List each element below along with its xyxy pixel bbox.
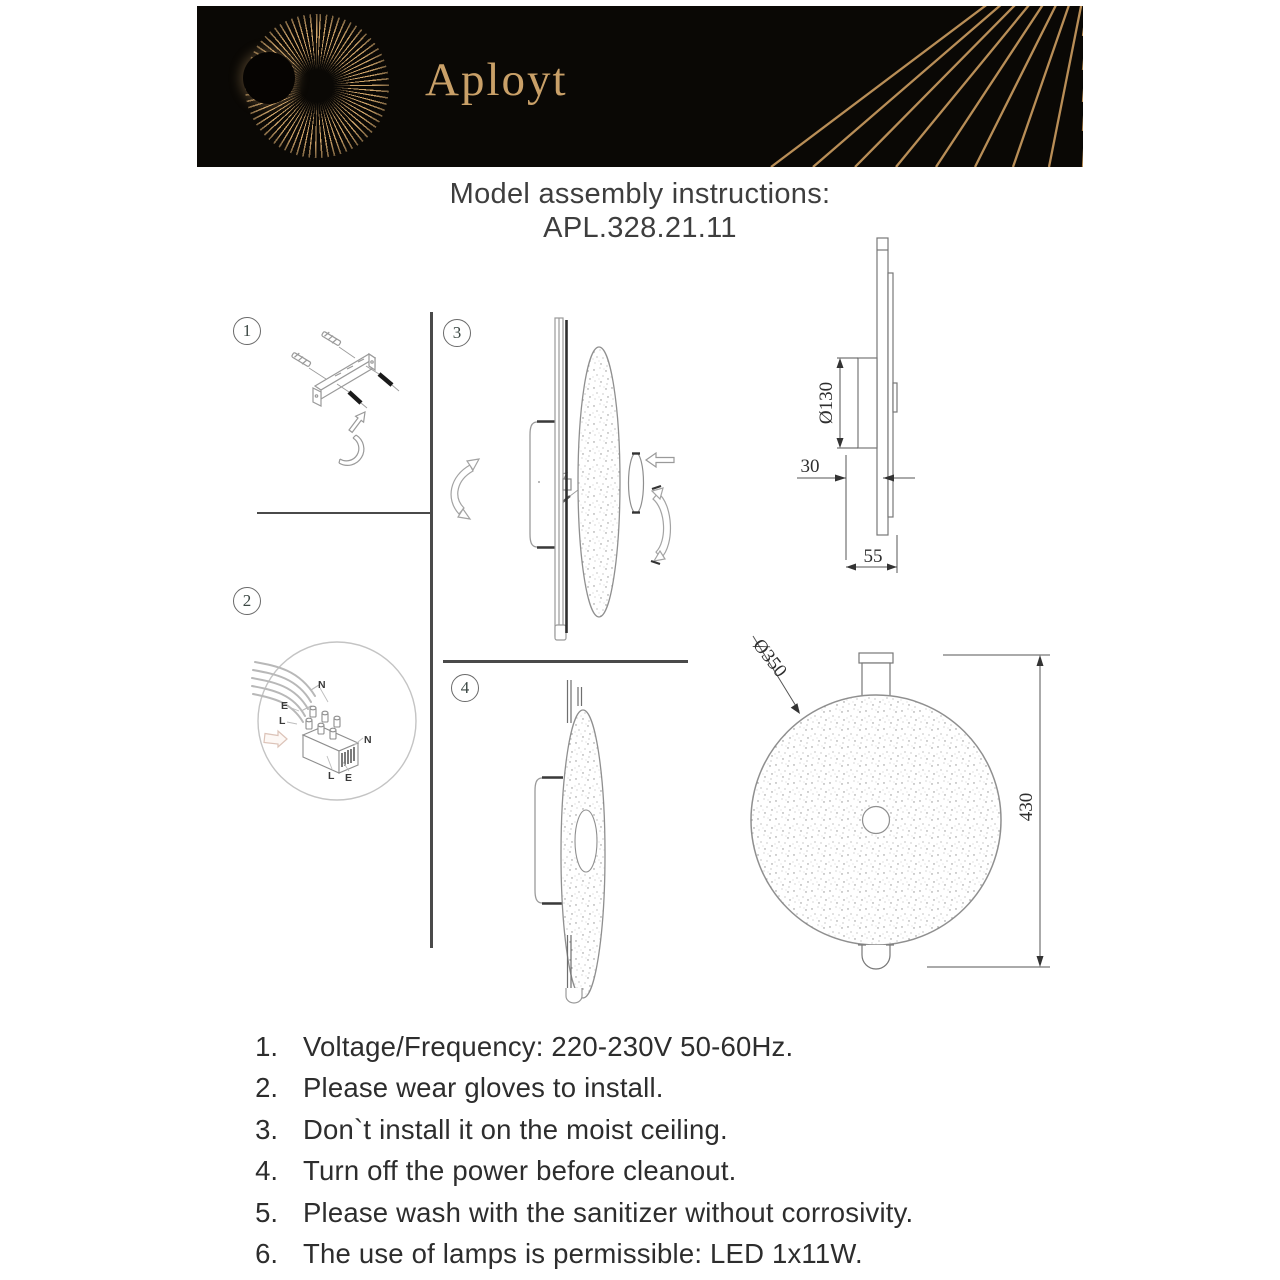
- step-1-bracket-drawing: [225, 300, 435, 530]
- wall-plate: [555, 318, 571, 640]
- list-item: [240, 1109, 1100, 1150]
- dim-label-30: 30: [800, 456, 820, 477]
- step-2-wiring-drawing: [225, 570, 435, 820]
- attach-arrow-icon: [646, 453, 674, 467]
- dim-label-430: 430: [1016, 792, 1037, 822]
- wire-label-n: N: [318, 679, 326, 691]
- item-number: 1.: [255, 1031, 278, 1062]
- bottom-foot: [566, 988, 582, 1003]
- step-3-assembly-drawing: [430, 295, 690, 655]
- brand-logo-text: Aployt: [425, 54, 568, 106]
- wall-anchor: [321, 331, 341, 346]
- lamp-canopy: [530, 422, 555, 547]
- gold-fan-decoration: [653, 6, 1083, 167]
- front-dimension-drawing: [720, 600, 1080, 1020]
- list-item: [240, 1150, 1100, 1191]
- step-2-badge: 2: [233, 587, 261, 615]
- rotate-arrow-icon: [651, 486, 670, 564]
- title-block: [0, 177, 1280, 245]
- hook-part: [339, 435, 364, 465]
- brand-banner: [197, 6, 1083, 167]
- list-item: [240, 1192, 1100, 1233]
- item-number: 6.: [255, 1238, 278, 1270]
- item-text: Please wear gloves to install.: [303, 1072, 664, 1104]
- wire-label-e: E: [281, 700, 289, 712]
- direction-arrow-icon: [349, 412, 365, 432]
- top-mount-stub: [859, 653, 893, 697]
- dim-label-55: 55: [863, 546, 883, 567]
- dim-mount-diameter: [837, 358, 859, 448]
- item-number: 4.: [255, 1155, 278, 1187]
- list-item: [240, 1067, 1100, 1108]
- item-number: 2.: [255, 1072, 278, 1104]
- wire-label-e2: E: [345, 772, 353, 784]
- step-4-assembled-drawing: [430, 650, 690, 1020]
- item-text: Please wash with the sanitizer without corrosivity.: [303, 1196, 914, 1228]
- disc-center-opening: [575, 810, 597, 872]
- list-item: [240, 1233, 1100, 1274]
- step-3-badge: 3: [443, 319, 471, 347]
- item-text: Voltage/Frequency: 220-230V 50-60Hz.: [303, 1031, 794, 1062]
- instruction-list: [240, 1026, 1100, 1274]
- list-item: [240, 1026, 1100, 1067]
- item-number: 3.: [255, 1113, 278, 1145]
- terminal-block: [303, 706, 358, 773]
- bottom-mount-stub: [858, 945, 894, 969]
- item-text: Don`t install it on the moist ceiling.: [303, 1113, 728, 1145]
- diffuser-ring: [629, 453, 644, 513]
- item-number: 5.: [255, 1196, 278, 1228]
- insert-arrow-icon: [264, 731, 287, 747]
- rotate-arrow-icon: [451, 459, 479, 519]
- step-4-badge: 4: [451, 674, 479, 702]
- starburst-core: [243, 52, 295, 104]
- wire-label-n2: N: [364, 734, 372, 746]
- dim-label-350: Ø350: [748, 635, 791, 682]
- item-text: Turn off the power before cleanout.: [303, 1155, 737, 1187]
- item-text: The use of lamps is permissible: LED 1x11W.: [303, 1238, 863, 1270]
- supply-wires: [252, 662, 319, 722]
- center-hole: [863, 807, 890, 834]
- wall-anchor: [291, 352, 311, 367]
- wire-label-l: L: [279, 715, 286, 727]
- wire-label-l2: L: [328, 770, 335, 782]
- step-1-badge: 1: [233, 317, 261, 345]
- speckled-disc-front: [751, 695, 1001, 945]
- dim-label-130: Ø130: [816, 381, 837, 425]
- lamp-side-profile: [858, 238, 897, 535]
- lamp-canopy: [535, 778, 563, 903]
- mounting-bracket: [313, 354, 375, 406]
- page-title: Model assembly instructions:: [449, 178, 831, 210]
- model-number: APL.328.21.11: [543, 212, 737, 244]
- speckled-disc-shade: [578, 347, 620, 617]
- side-dimension-drawing: [770, 220, 1010, 580]
